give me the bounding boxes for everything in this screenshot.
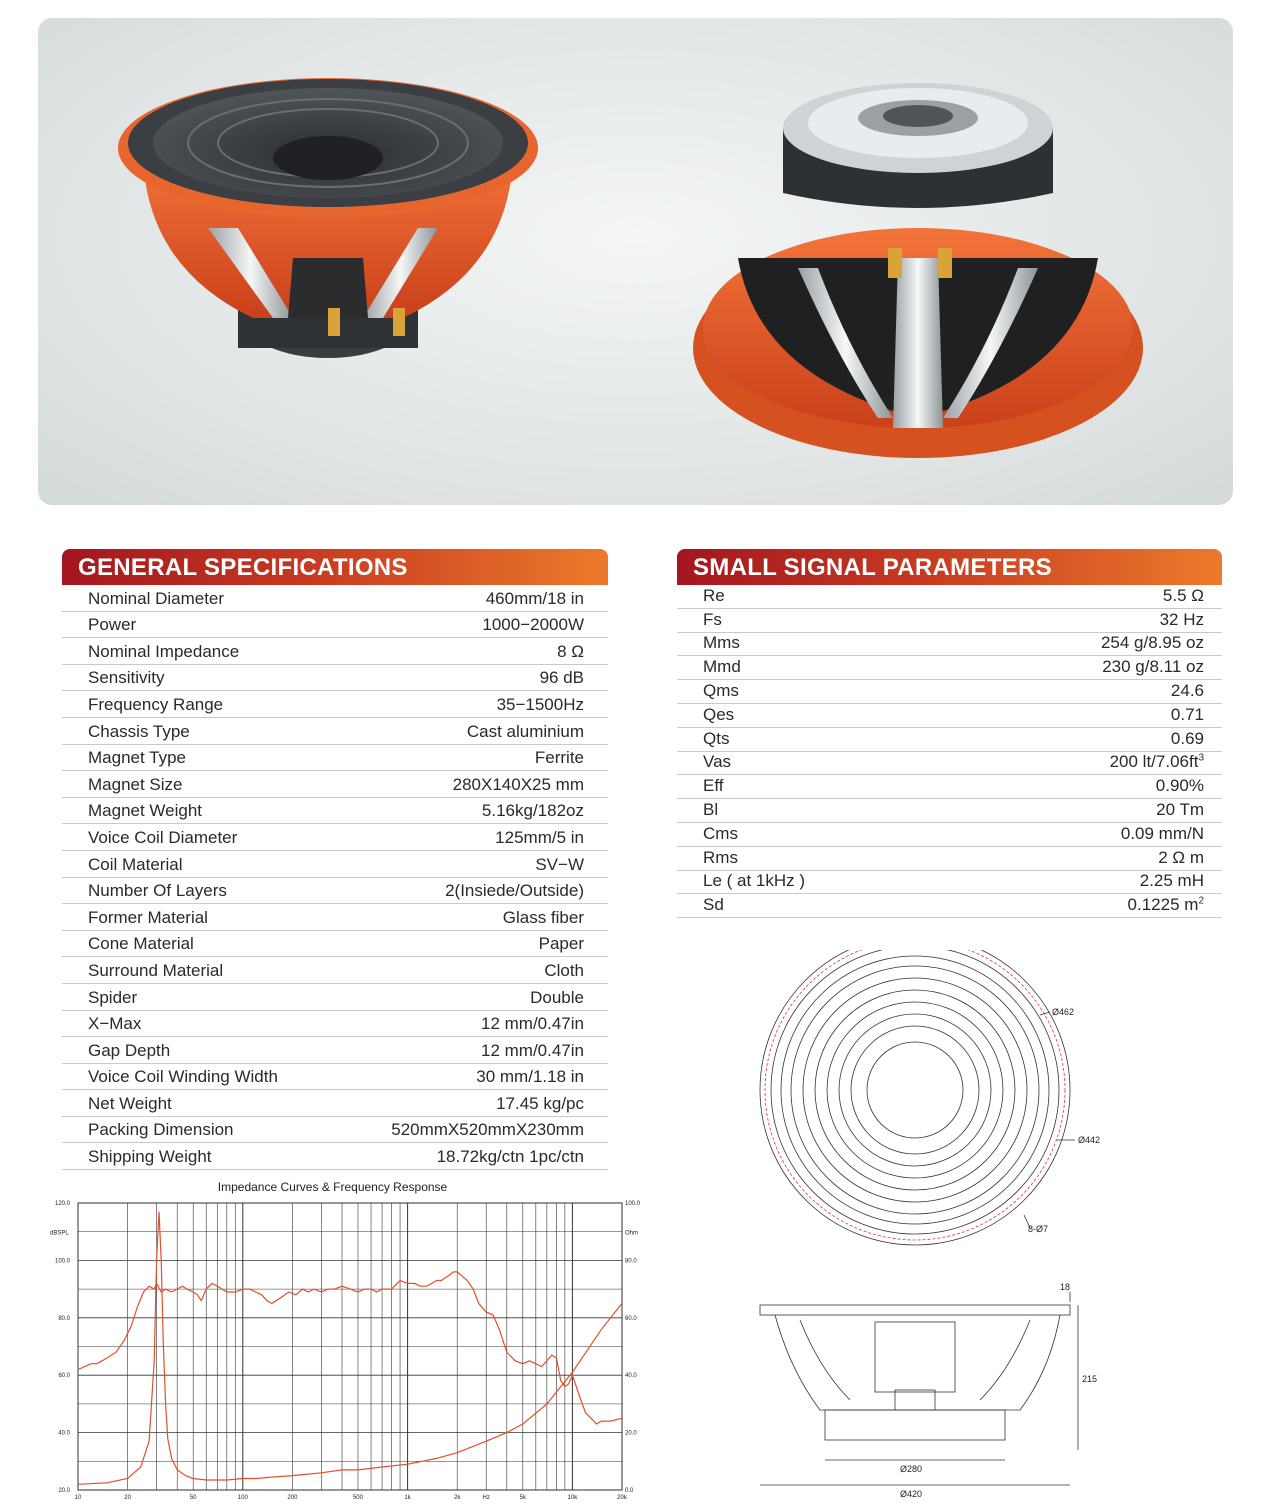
spec-value-text: 8 Ω <box>557 641 584 661</box>
frequency-response-line <box>78 1272 622 1424</box>
spec-value <box>535 748 584 768</box>
spec-label: Number Of Layers <box>88 881 227 901</box>
spec-value-text: Ferrite <box>534 748 584 768</box>
spec-label: Spider <box>88 987 138 1007</box>
spec-value <box>539 934 584 954</box>
y-tick-label: 80.0 <box>58 1315 70 1322</box>
spec-value-text: 30 mm/1.18 in <box>476 1067 584 1087</box>
spec-value <box>497 695 584 715</box>
spec-value <box>530 988 584 1008</box>
y2-axis-label: Ohm <box>625 1230 639 1237</box>
general-row <box>62 638 608 665</box>
spec-value-text: 12 mm/0.47in <box>481 1014 584 1034</box>
spec-label: Surround Material <box>88 960 224 980</box>
spec-value <box>1171 705 1204 725</box>
y2-tick-label: 60.0 <box>625 1315 637 1322</box>
spec-label: Qms <box>703 680 739 700</box>
spec-label: Vas <box>703 752 732 772</box>
spec-value <box>486 589 584 609</box>
spec-label: Mms <box>703 633 740 653</box>
spec-value-text: 17.45 kg/pc <box>496 1093 584 1113</box>
y-tick-label: 100.0 <box>54 1258 70 1265</box>
y2-tick-label: 100.0 <box>625 1201 640 1207</box>
base-diameter-label: Ø420 <box>900 1489 923 1499</box>
spec-value-text: 280X140X25 mm <box>452 774 584 794</box>
small_signal-row <box>677 871 1222 895</box>
spec-label: Power <box>88 615 137 635</box>
spec-value <box>1110 752 1204 772</box>
spec-value <box>540 668 584 688</box>
spec-value <box>437 1147 584 1167</box>
general-row <box>62 585 608 612</box>
spec-value-text: 24.6 <box>1170 680 1204 700</box>
general-row <box>62 612 608 639</box>
flange-thickness-label: 18 <box>1060 1282 1071 1292</box>
y-tick-label: 120.0 <box>54 1201 70 1207</box>
spec-label: Coil Material <box>88 854 183 874</box>
general-row <box>62 691 608 718</box>
small_signal-row <box>677 609 1222 633</box>
spec-value-text: 0.71 <box>1170 704 1204 724</box>
spec-label: Voice Coil Winding Width <box>88 1067 278 1087</box>
spec-value-text: 2 Ω m <box>1158 847 1204 867</box>
spec-value <box>1156 776 1204 796</box>
spec-value-text: Cast aluminium <box>466 721 584 741</box>
spec-value-text: Double <box>530 987 584 1007</box>
general-row <box>62 851 608 878</box>
unit-superscript: 3 <box>1198 752 1204 764</box>
spec-value <box>1158 848 1204 868</box>
spec-value <box>453 775 584 795</box>
small-signal-parameters-table <box>677 549 1222 918</box>
spec-value <box>1101 633 1204 653</box>
spec-label: X−Max <box>88 1014 142 1034</box>
general-row <box>62 1117 608 1144</box>
spec-value <box>481 1041 584 1061</box>
spec-value <box>1128 895 1204 915</box>
y-tick-label: 40.0 <box>58 1430 70 1437</box>
spec-value <box>481 1014 584 1034</box>
spec-value <box>1171 681 1204 701</box>
spec-value-text: 125mm/5 in <box>495 827 584 847</box>
spec-value-text: 5.5 Ω <box>1162 585 1204 605</box>
spec-value-text: 1000−2000W <box>482 615 584 635</box>
y-tick-label: 60.0 <box>58 1373 70 1380</box>
spec-value-text: 18.72kg/ctn 1pc/ctn <box>436 1147 584 1167</box>
spec-value-text: SV−W <box>535 854 584 874</box>
general-row <box>62 718 608 745</box>
spec-label: Qts <box>703 728 730 748</box>
spec-value <box>1156 800 1204 820</box>
x-tick-label: 20k <box>617 1495 627 1500</box>
spec-label: Sensitivity <box>88 668 165 688</box>
spec-value <box>482 615 584 635</box>
spec-value <box>391 1120 584 1140</box>
spec-value <box>496 1094 584 1114</box>
small_signal-row <box>677 894 1222 918</box>
x-tick-label: 500 <box>352 1495 363 1500</box>
small_signal-row <box>677 680 1222 704</box>
spec-value-text: 5.16kg/182oz <box>481 801 584 821</box>
drawing-canvas <box>740 950 1120 1500</box>
speaker-rear-photo <box>693 83 1143 458</box>
side-view-drawing <box>760 1292 1078 1485</box>
top-view-drawing <box>760 950 1075 1245</box>
spec-value-text: 12 mm/0.47in <box>481 1040 584 1060</box>
small_signal-row <box>677 823 1222 847</box>
small_signal-row <box>677 585 1222 609</box>
spec-value <box>535 855 584 875</box>
spec-value-text: 520mmX520mmX230mm <box>391 1120 584 1140</box>
y2-tick-label: 80.0 <box>625 1258 637 1265</box>
spec-label: Shipping Weight <box>88 1147 212 1167</box>
spec-value-text: 0.1225 m <box>1127 895 1199 915</box>
spec-value-text: Cloth <box>544 960 584 980</box>
small_signal-row <box>677 656 1222 680</box>
general-row <box>62 904 608 931</box>
speaker-front-photo <box>118 78 538 358</box>
y2-tick-label: 40.0 <box>625 1373 637 1380</box>
chart-canvas <box>40 1180 640 1500</box>
outer-diameter-label: Ø462 <box>1052 1007 1075 1017</box>
spec-value-text: 230 g/8.11 oz <box>1102 657 1204 677</box>
spec-value-text: 200 lt/7.06ft <box>1109 752 1199 772</box>
general-row <box>62 665 608 692</box>
spec-label: Fs <box>703 609 722 629</box>
general-specifications-table <box>62 549 608 1170</box>
spec-value-text: 35−1500Hz <box>496 694 584 714</box>
spec-label: Nominal Impedance <box>88 641 240 661</box>
x-axis-label: Hz <box>482 1495 490 1500</box>
spec-value-text: 32 Hz <box>1159 609 1204 629</box>
spec-label: Voice Coil Diameter <box>88 827 238 847</box>
spec-value-text: 96 dB <box>539 668 584 688</box>
spec-label: Magnet Type <box>88 748 186 768</box>
spec-label: Nominal Diameter <box>88 588 225 608</box>
spec-value-text: Glass fiber <box>502 907 584 927</box>
spec-value-text: 2(Insiede/Outside) <box>445 881 584 901</box>
spec-label: Packing Dimension <box>88 1120 234 1140</box>
y2-tick-label: 20.0 <box>625 1430 637 1437</box>
spec-value <box>1163 586 1204 606</box>
height-label: 215 <box>1082 1374 1098 1384</box>
spec-value-text: 254 g/8.95 oz <box>1100 633 1204 653</box>
spec-label: Rms <box>703 847 738 867</box>
spec-value <box>1171 729 1204 749</box>
general-row <box>62 931 608 958</box>
spec-label: Chassis Type <box>88 721 190 741</box>
spec-value <box>495 828 584 848</box>
general-row <box>62 1037 608 1064</box>
general-row <box>62 824 608 851</box>
spec-label: Le ( at 1kHz ) <box>703 871 806 891</box>
x-tick-label: 10 <box>74 1495 82 1500</box>
spec-label: Magnet Size <box>88 774 183 794</box>
general-row <box>62 957 608 984</box>
general-row <box>62 745 608 772</box>
spec-label: Bl <box>703 799 719 819</box>
impedance-frequency-chart <box>40 1180 640 1500</box>
spec-value <box>467 722 584 742</box>
spec-value-text: 0.09 mm/N <box>1120 823 1204 843</box>
small_signal-row <box>677 728 1222 752</box>
chart-title: Impedance Curves & Frequency Response <box>217 1180 448 1194</box>
spec-value <box>544 961 584 981</box>
general-row <box>62 1143 608 1170</box>
spec-value-text: 460mm/18 in <box>485 588 584 608</box>
x-tick-label: 1k <box>404 1495 411 1500</box>
x-tick-label: 10k <box>567 1495 578 1500</box>
small_signal-row <box>677 775 1222 799</box>
spec-value <box>1121 824 1204 844</box>
spec-label: Sd <box>703 895 724 915</box>
y2-tick-label: 0.0 <box>625 1488 634 1494</box>
general-row <box>62 771 608 798</box>
spec-label: Cone Material <box>88 934 194 954</box>
general-row <box>62 1011 608 1038</box>
spec-value <box>476 1067 584 1087</box>
spec-value <box>1102 657 1204 677</box>
x-tick-label: 20 <box>124 1495 131 1500</box>
y-axis-label: dBSPL <box>50 1230 69 1237</box>
x-tick-label: 50 <box>189 1495 197 1500</box>
small_signal-row <box>677 799 1222 823</box>
inner-diameter-label: Ø442 <box>1078 1135 1101 1145</box>
small_signal-row <box>677 633 1222 657</box>
spec-label: Cms <box>703 823 738 843</box>
impedance-line <box>78 1212 622 1485</box>
spec-label: Net Weight <box>88 1093 172 1113</box>
spec-value-text: 0.69 <box>1170 728 1204 748</box>
unit-superscript: 2 <box>1198 895 1204 907</box>
general-row <box>62 984 608 1011</box>
magnet-diameter-label: Ø280 <box>900 1464 923 1474</box>
general-row <box>62 798 608 825</box>
spec-label: Eff <box>703 776 724 796</box>
general-row <box>62 1090 608 1117</box>
spec-label: Gap Depth <box>88 1040 171 1060</box>
speaker-photos <box>38 18 1233 505</box>
dimension-drawing <box>740 950 1120 1500</box>
small_signal-row <box>677 704 1222 728</box>
spec-value <box>1140 871 1204 891</box>
y-tick-label: 20.0 <box>58 1488 70 1494</box>
general-row <box>62 878 608 905</box>
spec-label: Qes <box>703 704 735 724</box>
small-signal-parameters-title: SMALL SIGNAL PARAMETERS <box>677 549 1222 585</box>
x-tick-label: 2k <box>454 1495 461 1500</box>
spec-value-text: 0.90% <box>1155 776 1204 796</box>
spec-label: Former Material <box>88 907 208 927</box>
general-specifications-title: GENERAL SPECIFICATIONS <box>62 549 608 585</box>
spec-label: Magnet Weight <box>88 801 203 821</box>
x-tick-label: 200 <box>287 1495 298 1500</box>
general-row <box>62 1064 608 1091</box>
spec-value <box>503 908 584 928</box>
x-tick-label: 100 <box>237 1495 248 1500</box>
spec-value <box>1160 610 1204 630</box>
spec-value <box>445 881 584 901</box>
spec-value-text: 2.25 mH <box>1139 871 1204 891</box>
product-photo-panel <box>38 18 1233 505</box>
spec-label: Frequency Range <box>88 694 224 714</box>
holes-label: 8-Ø7 <box>1028 1224 1049 1234</box>
small_signal-row <box>677 752 1222 776</box>
spec-value <box>482 801 584 821</box>
spec-value-text: 20 Tm <box>1156 799 1204 819</box>
spec-value <box>557 642 584 662</box>
spec-value-text: Paper <box>538 934 584 954</box>
spec-label: Mmd <box>703 657 741 677</box>
spec-label: Re <box>703 585 725 605</box>
x-tick-label: 5k <box>519 1495 526 1500</box>
small_signal-row <box>677 847 1222 871</box>
